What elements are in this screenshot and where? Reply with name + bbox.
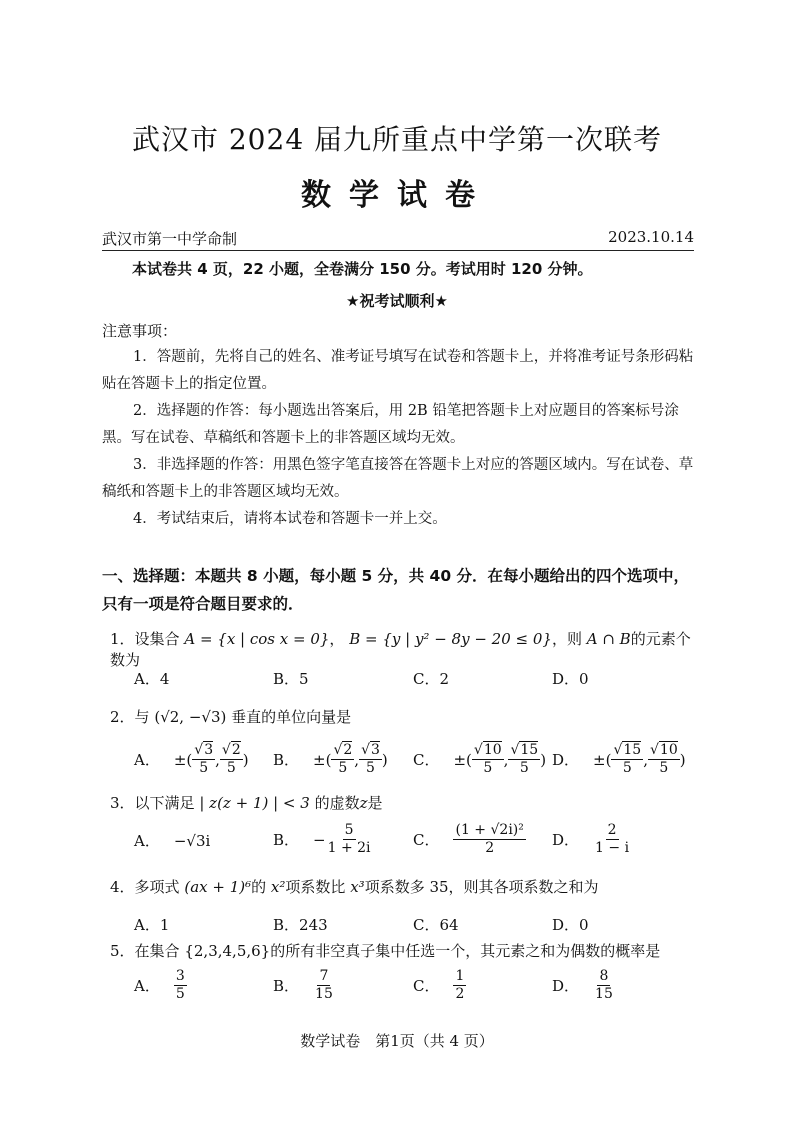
option-b: B． ±( √ $\frac{2}{5}$ , √ $\frac{3}{5}$ ) <box>273 742 388 777</box>
option-c: C．2 <box>413 670 450 688</box>
fraction: √ $\frac{3}{5}$ <box>359 742 382 777</box>
question-5: 5．在集合 {2,3,4,5,6}的所有非空真子集中任选一个，其元素之和为偶数的概率是 <box>110 942 661 960</box>
question-3: 3．以下满足 | z(z + 1) | < 3 的虚数z是 <box>110 794 383 812</box>
fraction: $\frac{7}{15}$ <box>315 968 333 1002</box>
question-number: 5． <box>110 942 135 960</box>
section-heading: 一、选择题：本题共 8 小题，每小题 5 分，共 40 分．在每小题给出的四个选项中，只有一项是符合题目要求的． <box>102 567 690 613</box>
option-c: C．64 <box>413 916 459 934</box>
fraction: $\frac{8}{15}$ <box>595 968 613 1002</box>
note-item: 1．答题前，先将自己的姓名、准考证号填写在试卷和答题卡上，并将准考证号条形码粘贴在答题卡上的指定位置。 <box>102 349 694 392</box>
option-c: C． $\frac{\text{(1 + √2i)²}}{2}$ <box>413 822 524 856</box>
question-4: 4．多项式 (ax + 1)⁶的 x²项系数比 x³项系数多 35，则其各项系数之和为 <box>110 878 599 896</box>
question-number: 1． <box>110 630 135 648</box>
question-2: 2．与 (√2, −√3) 垂直的单位向量是 <box>110 708 352 726</box>
notes-heading: 注意事项： <box>102 322 178 340</box>
option-b: B． − $\frac{5}{1 + 2i}$ <box>273 822 371 856</box>
fraction: √ $\frac{15}{5}$ <box>508 742 540 777</box>
number-set: {2,3,4,5,6} <box>184 942 271 960</box>
vector: (√2, −√3) <box>154 708 227 726</box>
polynomial: (ax + 1)⁶ <box>184 878 252 896</box>
note-item: 2．选择题的作答：每小题选出答案后，用 2B 铅笔把答题卡上对应题目的答案标号涂黑。写在试卷、草稿纸和答题卡上的非答题区域均无效。 <box>102 403 679 446</box>
option-d: D．0 <box>552 670 589 688</box>
exam-title: 武汉市 2024 届九所重点中学第一次联考 <box>131 123 663 156</box>
condition: | z(z + 1) | < 3 <box>199 794 310 812</box>
exam-author: 武汉市第一中学命制 <box>102 230 238 248</box>
option-d: D． $\frac{8}{15}$ <box>552 968 613 1002</box>
note-item: 3．非选择题的作答：用黑色签字笔直接答在答题卡上对应的答题区域内。写在试卷、草稿纸和答题卡上的非答题区域均无效。 <box>102 457 694 500</box>
exam-summary: 本试卷共 4 页，22 小题，全卷满分 150 分。考试用时 120 分钟。 <box>132 260 593 278</box>
option-b: B．5 <box>273 670 309 688</box>
option-d: D． $\frac{2}{1 - i}$ <box>552 822 630 856</box>
fraction: $\frac{5}{1 + 2i}$ <box>327 822 371 856</box>
fraction: $\frac{\text{(1 + √2i)²}}{2}$ <box>455 822 524 856</box>
exam-date: 2023.10.14 <box>608 228 694 246</box>
option-a: A．4 <box>134 670 170 688</box>
option-a: A． −√3i <box>134 831 211 850</box>
header-divider <box>102 250 694 251</box>
note-item: 4．考试结束后，请将本试卷和答题卡一并上交。 <box>133 511 447 527</box>
option-a: A．1 <box>134 916 170 934</box>
set-b: B = {y | y² − 8y − 20 ≤ 0} <box>349 630 552 648</box>
option-c: C． ±( √ $\frac{10}{5}$ , √ $\frac{15}{5}$ ) <box>413 742 546 777</box>
fraction: √ $\frac{10}{5}$ <box>472 742 504 777</box>
exam-wish: ★祝考试顺利★ <box>346 292 448 310</box>
fraction: √ $\frac{2}{5}$ <box>220 742 243 777</box>
question-number: 4． <box>110 878 135 896</box>
fraction: √ $\frac{3}{5}$ <box>192 742 215 777</box>
option-d: D． ±( √ $\frac{15}{5}$ , √ $\frac{10}{5}$ ) <box>552 742 686 777</box>
option-b: B．243 <box>273 916 328 934</box>
option-c: C． $\frac{1}{2}$ <box>413 968 465 1002</box>
question-number: 2． <box>110 708 135 726</box>
set-a: A = {x | cos x = 0} <box>184 630 330 648</box>
exam-subtitle: 数学试卷 <box>301 178 493 213</box>
fraction: √ $\frac{2}{5}$ <box>331 742 354 777</box>
fraction: √ $\frac{10}{5}$ <box>648 742 680 777</box>
fraction: $\frac{2}{1 - i}$ <box>595 822 630 856</box>
fraction: √ $\frac{15}{5}$ <box>611 742 643 777</box>
question-number: 3． <box>110 794 135 812</box>
fraction: $\frac{1}{2}$ <box>455 968 465 1002</box>
option-b: B． $\frac{7}{15}$ <box>273 968 333 1002</box>
page-footer: 数学试卷 第1页（共 4 页） <box>300 1032 494 1050</box>
option-a: A． $\frac{3}{5}$ <box>134 968 185 1002</box>
fraction: $\frac{3}{5}$ <box>175 968 185 1002</box>
option-a: A． ±( √ $\frac{3}{5}$ , √ $\frac{2}{5}$ ) <box>134 742 249 777</box>
option-d: D．0 <box>552 916 589 934</box>
question-1: 1．设集合 A = {x | cos x = 0}， B = {y | y² − 8y − 20 ≤ 0}，则 A ∩ B的元素个数为 <box>110 630 691 669</box>
